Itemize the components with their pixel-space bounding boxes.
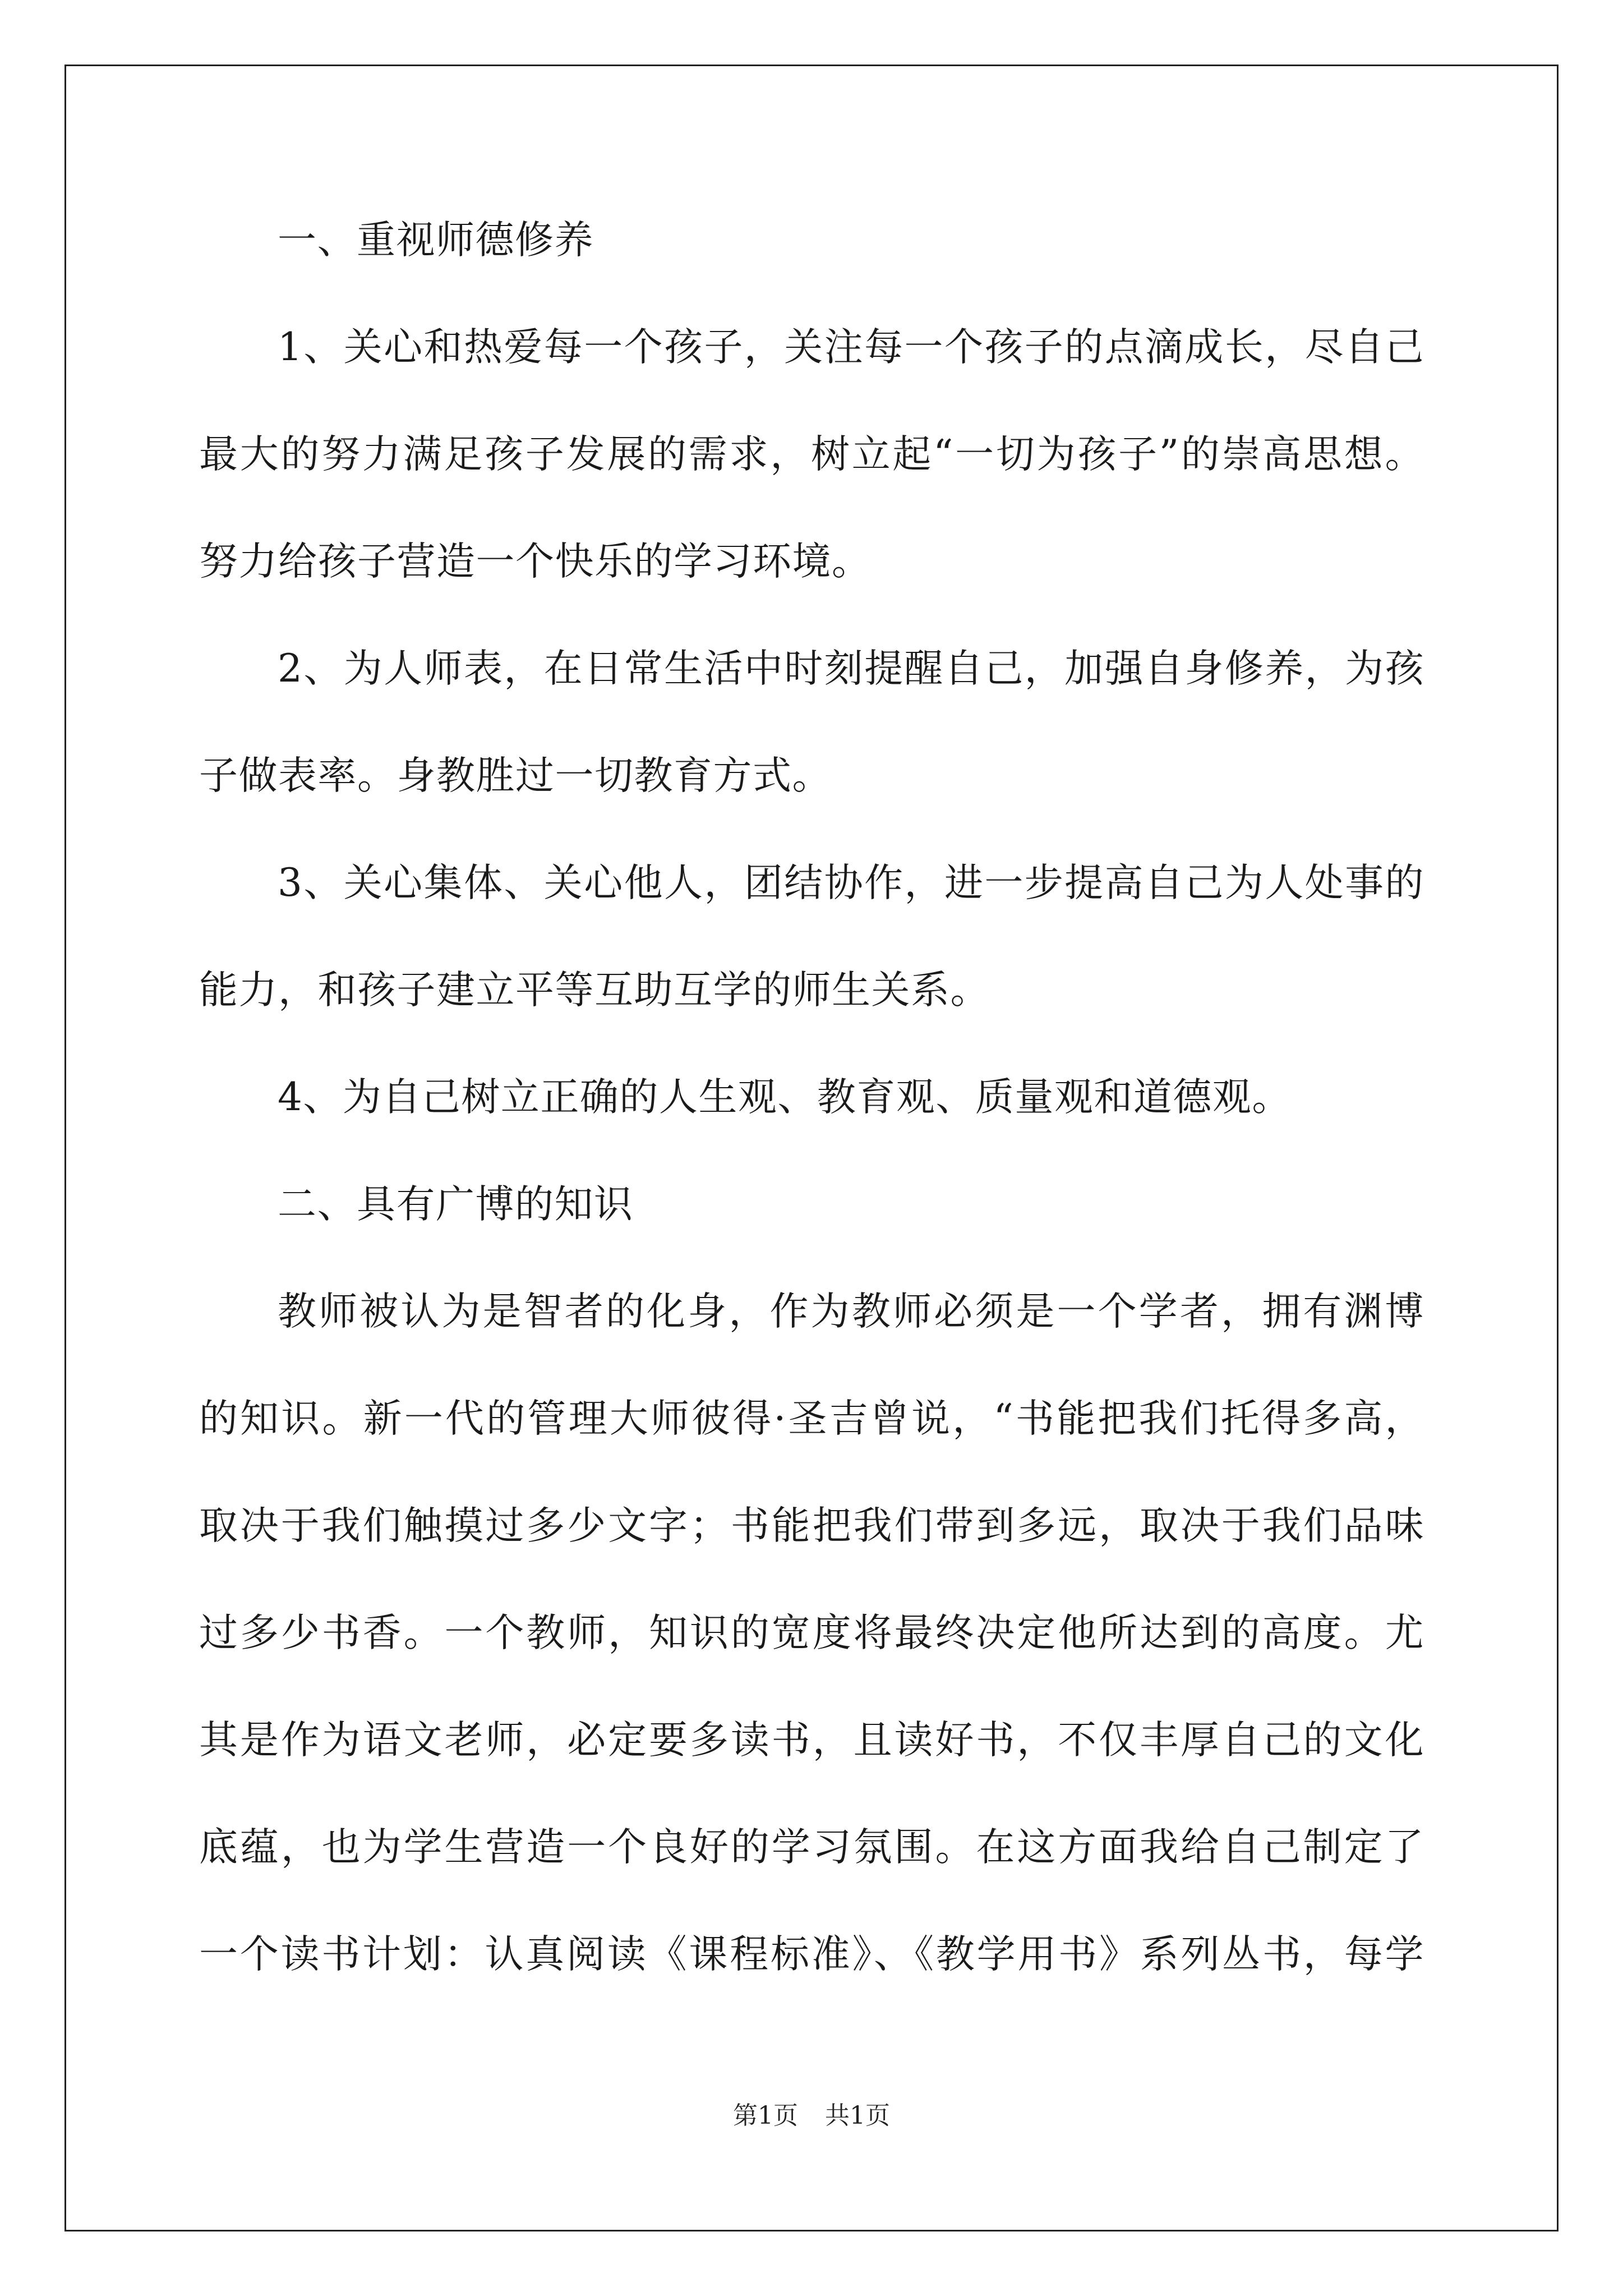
paragraph-line: 取决于我们触摸过多少文字；书能把我们带到多远，取决于我们品味 xyxy=(199,1503,1424,1548)
paragraph-line: 底蕴，也为学生营造一个良好的学习氛围。在这方面我给自己制定了 xyxy=(199,1825,1424,1870)
paragraph-line: 的知识。新一代的管理大师彼得·圣吉曾说，“书能把我们托得多高， xyxy=(199,1396,1424,1441)
paragraph-line: 一个读书计划：认真阅读《课程标准》、《教学用书》系列丛书，每学 xyxy=(199,1932,1424,1977)
paragraph-line: 最大的努力满足孩子发展的需求，树立起“一切为孩子”的崇高思想。 xyxy=(199,432,1424,477)
page-total-label: 共1页 xyxy=(825,2101,890,2130)
page-footer xyxy=(0,2099,1623,2133)
paragraph-line: 能力，和孩子建立平等互助互学的师生关系。 xyxy=(199,968,990,1013)
paragraph-line: 3、关心集体、关心他人，团结协作，进一步提高自己为人处事的 xyxy=(278,861,1424,905)
paragraph-line: 1、关心和热爱每一个孩子，关注每一个孩子的点滴成长，尽自己 xyxy=(278,325,1424,370)
paragraph-line: 2、为人师表，在日常生活中时刻提醒自己，加强自身修养，为孩 xyxy=(278,646,1424,691)
section-heading-2: 二、具有广博的知识 xyxy=(278,1182,634,1227)
page-number-label: 第1页 xyxy=(733,2101,798,2130)
section-heading-1: 一、重视师德修养 xyxy=(278,218,594,263)
paragraph-line: 其是作为语文老师，必定要多读书，且读好书，不仅丰厚自己的文化 xyxy=(199,1718,1424,1763)
document-body xyxy=(199,213,1424,2035)
paragraph-line: 过多少书香。一个教师，知识的宽度将最终决定他所达到的高度。尤 xyxy=(199,1611,1424,1655)
paragraph-line: 4、为自己树立正确的人生观、教育观、质量观和道德观。 xyxy=(278,1075,1292,1120)
paragraph-line: 子做表率。身教胜过一切教育方式。 xyxy=(199,753,832,798)
paragraph-line: 教师被认为是智者的化身，作为教师必须是一个学者，拥有渊博 xyxy=(278,1289,1424,1334)
paragraph-line: 努力给孩子营造一个快乐的学习环境。 xyxy=(199,539,872,584)
